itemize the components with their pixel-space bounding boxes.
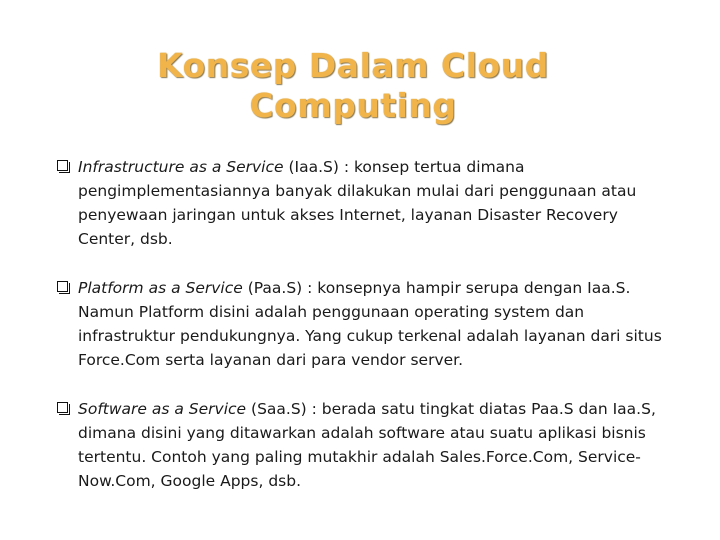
title-line-2: Computing [249, 86, 457, 125]
bullet-term: Platform as a Service [78, 279, 243, 297]
hollow-square-bullet-icon [57, 402, 68, 413]
hollow-square-bullet-icon [57, 281, 68, 292]
bullet-item-paas [56, 276, 676, 372]
bullet-term: Infrastructure as a Service [78, 158, 284, 176]
bullet-text [78, 155, 676, 251]
bullet-text [78, 397, 676, 493]
bullet-term: Software as a Service [78, 400, 247, 418]
bullet-abbr: (Paa.S) [247, 279, 303, 297]
bullet-description: : konsepnya hampir serupa dengan Iaa.S. Namun Platform disini adalah penggunaan operating system dan infrastruktur pendukungnya. Yang cukup terkenal adalah layanan dari situs Force.Com serta layanan dari para vendor server. [78, 279, 662, 369]
bullet-abbr: (Iaa.S) [288, 158, 339, 176]
title-line-1: Konsep Dalam Cloud [157, 46, 549, 85]
hollow-square-bullet-icon [57, 160, 68, 171]
bullet-description: : konsep tertua dimana pengimplementasiannya banyak dilakukan mulai dari penggunaan atau penyewaan jaringan untuk akses Internet, layanan Disaster Recovery Center, dsb. [78, 158, 637, 248]
bullet-text [78, 276, 676, 372]
bullet-abbr: (Saa.S) [251, 400, 307, 418]
bullet-item-iaas [56, 155, 676, 251]
bullet-item-saas [56, 397, 676, 493]
slide-title [100, 46, 606, 126]
bullet-description: : berada satu tingkat diatas Paa.S dan Iaa.S, dimana disini yang ditawarkan adalah software atau suatu aplikasi bisnis tertentu. Contoh yang paling mutakhir adalah Sales.Force.Com, Service-Now.Com, Google Apps, dsb. [78, 400, 656, 490]
bullet-list [56, 155, 676, 518]
